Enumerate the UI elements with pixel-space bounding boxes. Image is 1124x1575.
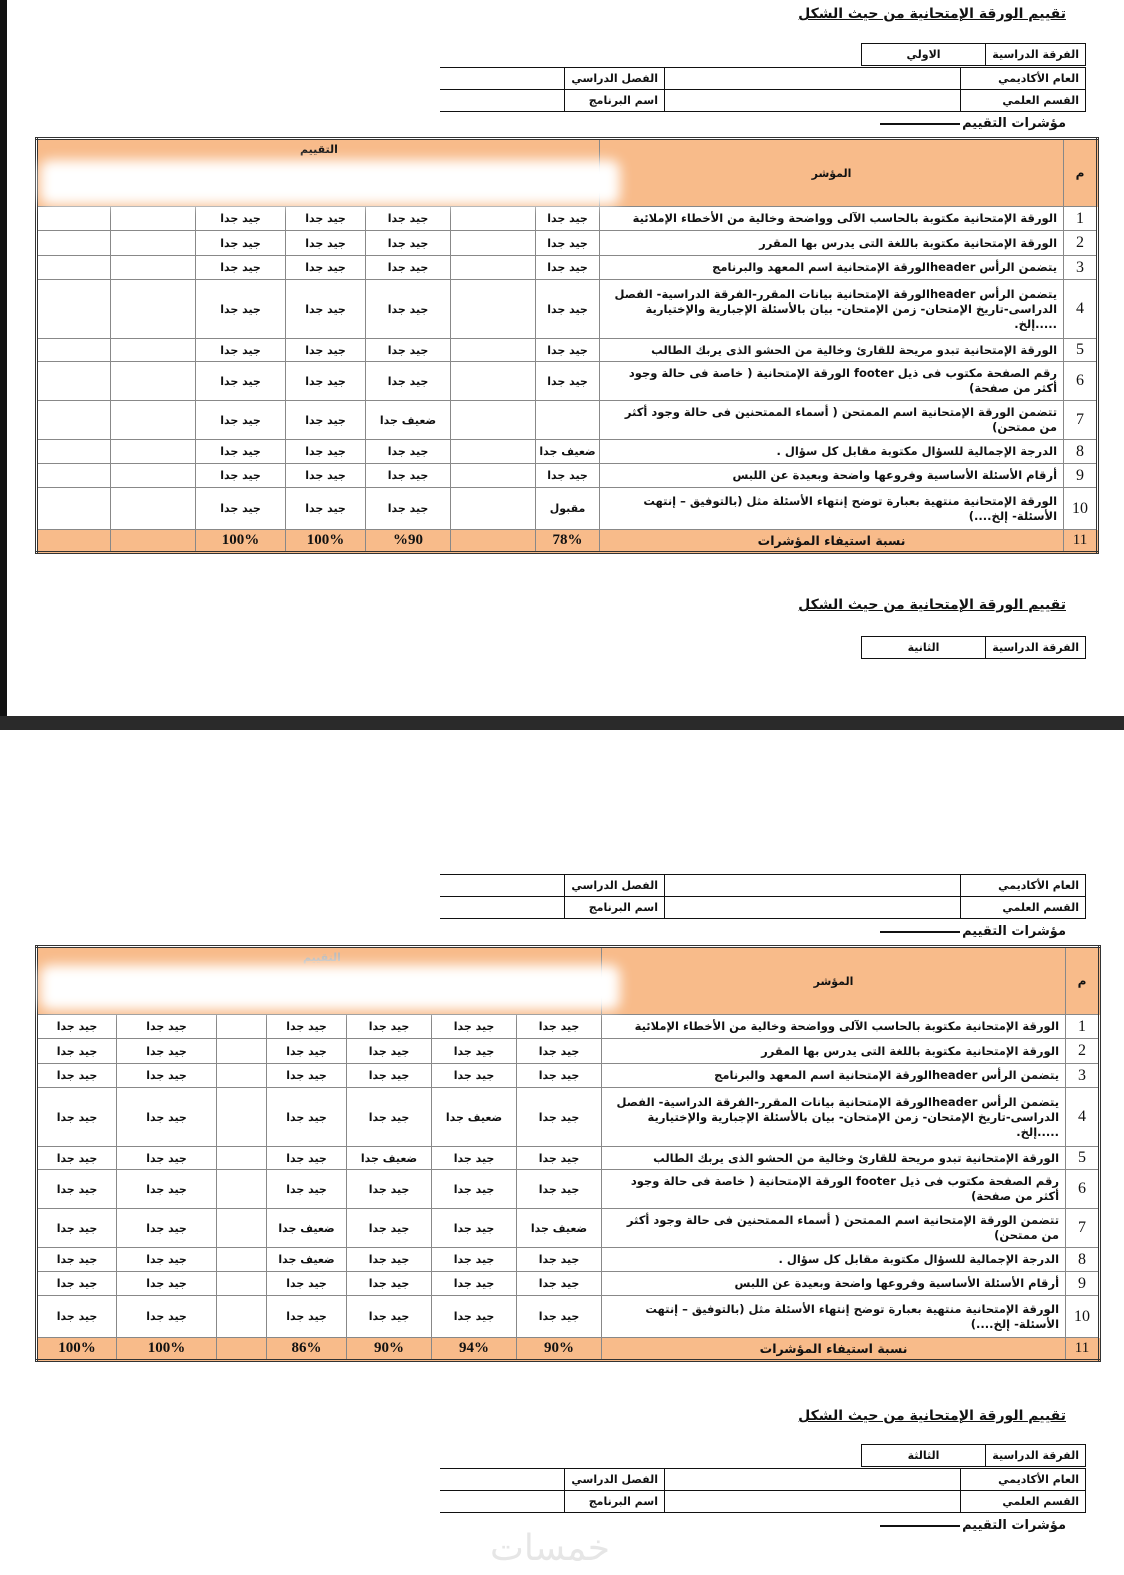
grade-cell: جيد جدا <box>432 1015 517 1039</box>
info-table-5 <box>861 1444 1086 1467</box>
grade-cell: جيد جدا <box>37 1064 117 1088</box>
grade-cell <box>217 1272 267 1296</box>
grade-cell: جيد جدا <box>432 1209 517 1248</box>
table-row <box>37 1088 1100 1147</box>
evaluation-header: التقييم <box>300 143 338 156</box>
grade-cell: جيد جدا <box>366 464 451 488</box>
grade-cell: جيد جدا <box>366 488 451 530</box>
indicator-text: رقم الصفحة مكتوب فى ذيل footer الورقة الإمتحانية ( خاصة فى حالة وجود أكثر من صفحة) <box>600 362 1064 401</box>
total-percentage: 90% <box>347 1338 432 1361</box>
indicator-text: الدرجة الإجمالية للسؤال مكتوبة مقابل كل سؤال . <box>602 1248 1066 1272</box>
grade-cell <box>37 440 111 464</box>
grade-cell <box>111 280 196 339</box>
grade-cell <box>217 1296 267 1338</box>
table-row <box>37 1015 1100 1039</box>
grade-cell: جيد جدا <box>347 1064 432 1088</box>
grade-cell: جيد جدا <box>196 280 286 339</box>
grade-cell: جيد جدا <box>267 1015 347 1039</box>
grade-cell: جيد جدا <box>432 1039 517 1064</box>
grade-cell: جيد جدا <box>432 1272 517 1296</box>
grade-cell: جيد جدا <box>517 1248 602 1272</box>
grade-cell: جيد جدا <box>196 362 286 401</box>
grade-cell: جيد جدا <box>366 207 451 231</box>
indicators-heading: مؤشرات التقييم <box>880 924 1066 939</box>
grade-cell: ضعيف جدا <box>267 1248 347 1272</box>
grade-cell <box>217 1209 267 1248</box>
grade-cell: جيد جدا <box>117 1064 217 1088</box>
indicator-text: نسبة استيفاء المؤشرات <box>602 1338 1066 1361</box>
section-title: تقييم الورقة الإمتحانية من حيث الشكل <box>798 6 1066 22</box>
row-number: 9 <box>1066 1272 1100 1296</box>
total-percentage: 100% <box>286 530 366 553</box>
department-label: القسم العلمي <box>961 897 1086 919</box>
grade-cell: جيد جدا <box>267 1039 347 1064</box>
table-row <box>37 339 1098 362</box>
level-label: الفرقة الدراسية <box>986 44 1086 66</box>
grade-cell <box>451 464 536 488</box>
table-row <box>37 207 1098 231</box>
academic-year-label: العام الأكاديمي <box>961 1469 1086 1491</box>
grade-cell: جيد جدا <box>117 1147 217 1170</box>
program-label: اسم البرنامج <box>565 1491 665 1513</box>
total-percentage <box>111 530 196 553</box>
grade-cell: جيد جدا <box>536 256 600 280</box>
table-row <box>37 488 1098 530</box>
table-row <box>37 464 1098 488</box>
row-number: 1 <box>1066 1015 1100 1039</box>
table-row <box>37 256 1098 280</box>
info-table-3 <box>861 636 1086 659</box>
totals-row <box>37 530 1098 553</box>
indicator-text: الورقة الإمتحانية مكتوبة باللغة التى يدرس بها المقرر <box>602 1039 1066 1064</box>
grade-cell: ضعيف جدا <box>366 401 451 440</box>
row-number: 7 <box>1064 401 1098 440</box>
totals-row <box>37 1338 1100 1361</box>
level-value: الثانية <box>862 637 986 659</box>
row-number: 8 <box>1064 440 1098 464</box>
table-row <box>37 1147 1100 1170</box>
grade-cell <box>37 401 111 440</box>
indicator-text: الورقة الإمتحانية منتهية بعبارة توضح إنتهاء الأسئلة مثل (بالتوفيق – إنتهت الأسئلة- إلخ....) <box>602 1296 1066 1338</box>
grade-cell: جيد جدا <box>286 231 366 256</box>
grade-cell: جيد جدا <box>347 1088 432 1147</box>
grade-cell <box>111 464 196 488</box>
grade-cell: جيد جدا <box>267 1064 347 1088</box>
grade-cell: مقبول <box>536 488 600 530</box>
indicator-text: الورقة الإمتحانية مكتوبة بالحاسب الآلى وواضحة وخالية من الأخطاء الإملائية <box>600 207 1064 231</box>
number-header: م <box>1066 947 1100 1015</box>
grade-cell: جيد جدا <box>347 1272 432 1296</box>
grade-cell <box>111 207 196 231</box>
academic-year-label: العام الأكاديمي <box>961 68 1086 90</box>
grade-cell <box>111 440 196 464</box>
grade-cell: جيد جدا <box>37 1088 117 1147</box>
level-label: الفرقة الدراسية <box>986 1445 1086 1467</box>
grade-cell: جيد جدا <box>517 1088 602 1147</box>
row-number: 5 <box>1064 339 1098 362</box>
grade-cell: جيد جدا <box>37 1209 117 1248</box>
total-percentage: 90% <box>517 1338 602 1361</box>
grade-cell: جيد جدا <box>267 1272 347 1296</box>
total-percentage: 78% <box>536 530 600 553</box>
grade-cell: جيد جدا <box>432 1296 517 1338</box>
indicator-text: نسبة استيفاء المؤشرات <box>600 530 1064 553</box>
table-row <box>37 1209 1100 1248</box>
grade-cell: جيد جدا <box>536 362 600 401</box>
grade-cell: جيد جدا <box>267 1296 347 1338</box>
academic-year-label: العام الأكاديمي <box>961 875 1086 897</box>
grade-cell: جيد جدا <box>196 207 286 231</box>
grade-cell <box>37 464 111 488</box>
grade-cell: جيد جدا <box>267 1170 347 1209</box>
grade-cell: جيد جدا <box>286 362 366 401</box>
total-percentage: 100% <box>196 530 286 553</box>
row-number: 2 <box>1064 231 1098 256</box>
grade-cell: جيد جدا <box>517 1272 602 1296</box>
grade-cell: جيد جدا <box>117 1209 217 1248</box>
row-number: 2 <box>1066 1039 1100 1064</box>
row-number: 5 <box>1066 1147 1100 1170</box>
program-label: اسم البرنامج <box>565 90 665 112</box>
semester-label: الفصل الدراسي <box>565 68 665 90</box>
grade-cell <box>451 488 536 530</box>
info-table-6 <box>440 1468 1087 1513</box>
grade-cell: جيد جدا <box>286 464 366 488</box>
row-number: 10 <box>1064 488 1098 530</box>
grade-cell <box>451 440 536 464</box>
grade-cell: جيد جدا <box>286 440 366 464</box>
indicator-text: الدرجة الإجمالية للسؤال مكتوبة مقابل كل سؤال . <box>600 440 1064 464</box>
grade-cell: جيد جدا <box>37 1248 117 1272</box>
program-label: اسم البرنامج <box>565 897 665 919</box>
row-number: 4 <box>1064 280 1098 339</box>
indicator-text: الورقة الإمتحانية مكتوبة باللغة التى يدرس بها المقرر <box>600 231 1064 256</box>
table-row <box>37 1039 1100 1064</box>
row-number: 6 <box>1064 362 1098 401</box>
grade-cell: جيد جدا <box>366 440 451 464</box>
page-separator <box>0 716 1124 730</box>
grade-cell: جيد جدا <box>286 339 366 362</box>
indicator-text: تتضمن الورقة الإمتحانية اسم الممتحن ( أسماء الممتحنين فى حالة وجود أكثر من ممتحن) <box>602 1209 1066 1248</box>
redacted-area <box>40 965 620 1010</box>
grade-cell: جيد جدا <box>267 1147 347 1170</box>
grade-cell: جيد جدا <box>366 280 451 339</box>
grade-cell <box>217 1147 267 1170</box>
grade-cell <box>37 280 111 339</box>
semester-label: الفصل الدراسي <box>565 1469 665 1491</box>
grade-cell: جيد جدا <box>37 1272 117 1296</box>
watermark: خمسات <box>490 1528 611 1569</box>
redacted-area <box>280 780 840 840</box>
grade-cell: جيد جدا <box>517 1064 602 1088</box>
grade-cell: ضعيف جدا <box>536 440 600 464</box>
grade-cell: جيد جدا <box>432 1064 517 1088</box>
grade-cell <box>217 1248 267 1272</box>
grade-cell: ضعيف جدا <box>347 1147 432 1170</box>
grade-cell: جيد جدا <box>517 1170 602 1209</box>
table-row <box>37 280 1098 339</box>
grade-cell: جيد جدا <box>536 207 600 231</box>
table-row <box>37 231 1098 256</box>
grade-cell: جيد جدا <box>37 1015 117 1039</box>
grade-cell <box>217 1015 267 1039</box>
grade-cell <box>451 401 536 440</box>
indicator-text: الورقة الإمتحانية تبدو مريحة للقارئ وخالية من الحشو الذى يربك الطالب <box>602 1147 1066 1170</box>
grade-cell: جيد جدا <box>536 231 600 256</box>
grade-cell: جيد جدا <box>196 339 286 362</box>
grade-cell <box>217 1170 267 1209</box>
grade-cell: جيد جدا <box>117 1088 217 1147</box>
grade-cell: جيد جدا <box>536 339 600 362</box>
grade-cell <box>451 280 536 339</box>
row-number: 1 <box>1064 207 1098 231</box>
indicator-text: رقم الصفحة مكتوب فى ذيل footer الورقة الإمتحانية ( خاصة فى حالة وجود أكثر من صفحة) <box>602 1170 1066 1209</box>
grade-cell: جيد جدا <box>286 207 366 231</box>
row-number: 6 <box>1066 1170 1100 1209</box>
indicator-header: المؤشر <box>600 139 1064 207</box>
indicator-text: يتضمن الرأس headerالورقة الإمتحانية بيانات المقرر-الفرقة الدراسية- الفصل الدراسى-تاريخ الإمتحان- زمن الإمتحان- بيان بالأسئلة الإجبارية والإختيارية .....إلخ. <box>600 280 1064 339</box>
grade-cell: جيد جدا <box>347 1170 432 1209</box>
grade-cell <box>37 339 111 362</box>
grade-cell: جيد جدا <box>432 1248 517 1272</box>
grade-cell: جيد جدا <box>366 362 451 401</box>
grade-cell <box>217 1064 267 1088</box>
grade-cell: جيد جدا <box>536 464 600 488</box>
table-row <box>37 1064 1100 1088</box>
info-table-2 <box>440 67 1087 112</box>
grade-cell: جيد جدا <box>37 1170 117 1209</box>
grade-cell: جيد جدا <box>347 1015 432 1039</box>
grade-cell <box>111 339 196 362</box>
table-row <box>37 401 1098 440</box>
grade-cell: جيد جدا <box>196 401 286 440</box>
level-value: الاولي <box>862 44 986 66</box>
department-label: القسم العلمي <box>961 90 1086 112</box>
grade-cell: جيد جدا <box>37 1039 117 1064</box>
level-label: الفرقة الدراسية <box>986 637 1086 659</box>
grade-cell <box>37 207 111 231</box>
table-row <box>37 362 1098 401</box>
level-value: الثالثة <box>862 1445 986 1467</box>
grade-cell: جيد جدا <box>517 1015 602 1039</box>
grade-cell: جيد جدا <box>286 488 366 530</box>
grade-cell: جيد جدا <box>286 256 366 280</box>
row-number: 7 <box>1066 1209 1100 1248</box>
grade-cell: جيد جدا <box>517 1039 602 1064</box>
grade-cell: جيد جدا <box>286 280 366 339</box>
grade-cell: جيد جدا <box>196 440 286 464</box>
grade-cell: ضعيف جدا <box>517 1209 602 1248</box>
grade-cell <box>111 488 196 530</box>
grade-cell: جيد جدا <box>432 1170 517 1209</box>
row-number: 10 <box>1066 1296 1100 1338</box>
row-number: 3 <box>1064 256 1098 280</box>
total-percentage: 86% <box>267 1338 347 1361</box>
grade-cell <box>111 362 196 401</box>
indicator-text: يتضمن الرأس headerالورقة الإمتحانية اسم المعهد والبرنامج <box>600 256 1064 280</box>
indicators-heading: مؤشرات التقييم <box>880 1518 1066 1533</box>
grade-cell: جيد جدا <box>117 1039 217 1064</box>
grade-cell: جيد جدا <box>117 1272 217 1296</box>
grade-cell: جيد جدا <box>37 1147 117 1170</box>
total-percentage <box>217 1338 267 1361</box>
row-number: 4 <box>1066 1088 1100 1147</box>
grade-cell <box>217 1039 267 1064</box>
info-table <box>861 43 1086 66</box>
grade-cell: ضعيف جدا <box>432 1088 517 1147</box>
evaluation-header: التقييم <box>303 951 341 964</box>
total-percentage <box>37 530 111 553</box>
row-number: 3 <box>1066 1064 1100 1088</box>
table-row <box>37 1248 1100 1272</box>
section-title-3: تقييم الورقة الإمتحانية من حيث الشكل <box>798 1408 1066 1424</box>
grade-cell: جيد جدا <box>517 1296 602 1338</box>
section-title-2: تقييم الورقة الإمتحانية من حيث الشكل <box>798 597 1066 613</box>
number-header: م <box>1064 139 1098 207</box>
grade-cell: جيد جدا <box>117 1248 217 1272</box>
grade-cell <box>451 339 536 362</box>
semester-label: الفصل الدراسي <box>565 875 665 897</box>
grade-cell: جيد جدا <box>347 1248 432 1272</box>
table-row <box>37 1272 1100 1296</box>
row-number: 11 <box>1066 1338 1100 1361</box>
grade-cell: جيد جدا <box>347 1296 432 1338</box>
grade-cell: جيد جدا <box>196 464 286 488</box>
indicator-text: يتضمن الرأس headerالورقة الإمتحانية بيانات المقرر-الفرقة الدراسية- الفصل الدراسى-تاريخ الإمتحان- زمن الإمتحان- بيان بالأسئلة الإجبارية والإختيارية .....إلخ. <box>602 1088 1066 1147</box>
grade-cell: جيد جدا <box>117 1015 217 1039</box>
grade-cell <box>111 231 196 256</box>
indicator-header: المؤشر <box>602 947 1066 1015</box>
row-number: 9 <box>1064 464 1098 488</box>
grade-cell: جيد جدا <box>366 339 451 362</box>
grade-cell <box>536 401 600 440</box>
indicator-text: تتضمن الورقة الإمتحانية اسم الممتحن ( أسماء الممتحنين فى حالة وجود أكثر من ممتحن) <box>600 401 1064 440</box>
grade-cell <box>217 1088 267 1147</box>
grade-cell: جيد جدا <box>432 1147 517 1170</box>
grade-cell: جيد جدا <box>117 1296 217 1338</box>
grade-cell <box>451 362 536 401</box>
total-percentage: 100% <box>37 1338 117 1361</box>
grade-cell: جيد جدا <box>347 1209 432 1248</box>
indicator-text: الورقة الإمتحانية تبدو مريحة للقارئ وخالية من الحشو الذى يربك الطالب <box>600 339 1064 362</box>
total-percentage: 100% <box>117 1338 217 1361</box>
grade-cell: جيد جدا <box>366 256 451 280</box>
indicator-text: أرقام الأسئلة الأساسية وفروعها واضحة وبعيدة عن اللبس <box>600 464 1064 488</box>
grade-cell <box>37 362 111 401</box>
table-row <box>37 1296 1100 1338</box>
indicators-heading: مؤشرات التقييم <box>880 116 1066 131</box>
grade-cell: جيد جدا <box>196 256 286 280</box>
grade-cell <box>451 256 536 280</box>
grade-cell: جيد جدا <box>347 1039 432 1064</box>
grade-cell <box>111 401 196 440</box>
indicator-text: الورقة الإمتحانية مكتوبة بالحاسب الآلى وواضحة وخالية من الأخطاء الإملائية <box>602 1015 1066 1039</box>
row-number: 11 <box>1064 530 1098 553</box>
total-percentage: 94% <box>432 1338 517 1361</box>
grade-cell <box>37 256 111 280</box>
total-percentage <box>451 530 536 553</box>
grade-cell: ضعيف جدا <box>267 1209 347 1248</box>
grade-cell: جيد جدا <box>517 1147 602 1170</box>
redacted-area <box>40 160 620 205</box>
indicator-text: الورقة الإمتحانية منتهية بعبارة توضح إنتهاء الأسئلة مثل (بالتوفيق – إنتهت الأسئلة- إلخ....) <box>600 488 1064 530</box>
grade-cell <box>451 207 536 231</box>
grade-cell: جيد جدا <box>286 401 366 440</box>
grade-cell <box>37 488 111 530</box>
table-row <box>37 1170 1100 1209</box>
department-label: القسم العلمي <box>961 1491 1086 1513</box>
grade-cell: جيد جدا <box>536 280 600 339</box>
grade-cell <box>111 256 196 280</box>
grade-cell <box>37 231 111 256</box>
indicator-text: يتضمن الرأس headerالورقة الإمتحانية اسم المعهد والبرنامج <box>602 1064 1066 1088</box>
grade-cell <box>451 231 536 256</box>
grade-cell: جيد جدا <box>196 488 286 530</box>
grade-cell: جيد جدا <box>117 1170 217 1209</box>
grade-cell: جيد جدا <box>267 1088 347 1147</box>
grade-cell: جيد جدا <box>366 231 451 256</box>
grade-cell: جيد جدا <box>196 231 286 256</box>
grade-cell: جيد جدا <box>37 1296 117 1338</box>
info-table-4 <box>440 874 1087 919</box>
total-percentage: %90 <box>366 530 451 553</box>
row-number: 8 <box>1066 1248 1100 1272</box>
indicator-text: أرقام الأسئلة الأساسية وفروعها واضحة وبعيدة عن اللبس <box>602 1272 1066 1296</box>
table-row <box>37 440 1098 464</box>
